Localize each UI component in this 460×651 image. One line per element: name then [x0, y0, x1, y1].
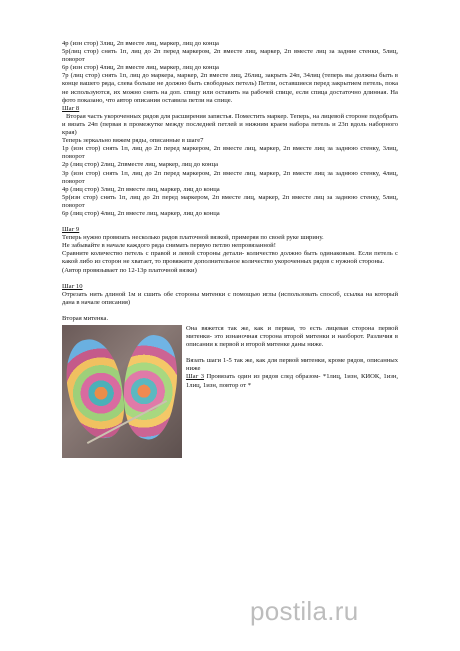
second-step3-text: Провязать один из рядов след образом- *1лиц, 1изн, КИОК, 1изн, 1лиц, 1изн, повтор от *: [186, 373, 399, 389]
row-5: 5р(лиц стор) снять 1п, лиц до 2п перед маркером, 2п вместе лиц, маркер, 2п вместе лиц за задние стенки, 5лиц, поворот: [62, 48, 398, 64]
step8-heading: Шаг 8: [62, 104, 80, 112]
second-step3-heading: Шаг 3: [186, 373, 205, 381]
second-mitten-title: Вторая митенка.: [62, 314, 109, 322]
second-step3: [186, 373, 398, 389]
step8-mirror: Теперь зеркально вяжем ряды, описанные в шаге7: [62, 137, 204, 145]
document-page: [62, 40, 398, 458]
step8-row-2: 2р (лиц стор) 2лиц, 2пвместе лиц, маркер, лиц до конца: [62, 161, 219, 169]
mittens-photo: [62, 325, 182, 458]
postila-logo[interactable]: postila.ru: [250, 596, 359, 626]
row-7: 7р (лиц стор) снять 1п, лиц до маркера, маркер, 2п вместе лиц, 26лиц, закрыть 24п, 34лиц (теперь вы должны быть в конце вашего ряда, слева больше не должно быть свободных петель) Петли, оставшиеся перед закрытием петель, пока не используются, их можно снять на доп. спицу или оставить на рабочей спице, если спица достаточно длинная. На фото показано, что автор описания оставила петли на спице.: [62, 72, 398, 104]
second-mitten-p1: Она вяжется так же, как и первая, то есть лицевая сторона первой митенки- это изнаночная сторона второй митенки и наоборот. Различия в описании к первой и второй митенке даны ниже.: [186, 325, 398, 349]
row-6: 6р (изн стор) 4лиц, 2п вместе лиц, маркер, лиц до конца: [62, 64, 219, 72]
step10-heading: Шаг 10: [62, 282, 83, 290]
step8-row-6: 6р (лиц стор) 4лиц, 2п вместе лиц, маркер, лиц до конца: [62, 209, 220, 217]
step8-row-3: 3р (изн стор) снять 1п, лиц до 2п перед маркером, 2п вместе лиц, маркер, 2п вместе лиц за заднюю стенку, 4лиц, поворот: [62, 169, 398, 185]
step8-row-4: 4р (лиц стор) 3лиц, 2п вместе лиц, маркер, лиц до конца: [62, 185, 220, 193]
second-mitten-p2: Вязать шаги 1-5 так же, как для первой митенки, кроме рядов, описанных ниже: [186, 357, 398, 373]
step8-row-5: 5р(изн стор) снять 1п, лиц до 2п перед маркером, 2п вместе лиц, маркер, 2п вместе лиц за заднюю стенку, 5лиц, поворот: [62, 193, 398, 209]
step8-row-1: 1р (изн стор) снять 1п, лиц до 2п перед маркером, 2п вместе лиц, маркер, 2п вместе лиц за заднюю стенку, 3лиц, поворот: [62, 145, 398, 161]
step9-line-2: Не забывайте в начале каждого ряда снимать первую петлю непровязанной!: [62, 242, 276, 250]
step9-line-3: Сравните количество петель с правой и левой стороны детали- количество должно быть одинаковым. Если петель с какой либо из сторон не хватает, то провяжите дополнительное количество укороченных рядов с нужной стороны.: [62, 250, 398, 266]
mitten-right-image: [115, 331, 182, 442]
second-mitten-section: [62, 325, 398, 458]
step10-text: Отрезать нить длиной 1м и сшить обе стороны митенки с помощью иглы (использовать способ, ссылка на который дана в начале описания): [62, 290, 398, 306]
step9-line-1: Теперь нужно провязать несколько рядов платочной вязкой, примеряя по своей руке ширину.: [62, 234, 324, 242]
row-4: 4р (изн стор) 3лиц, 2п вместе лиц, маркер, лиц до конца: [62, 40, 219, 47]
step9-heading: Шаг 9: [62, 226, 80, 234]
step7-rows: [62, 40, 398, 105]
step8-intro: Вторая часть укороченных рядов для расширения запястья. Поместить маркер. Теперь, на лицевой стороне подобрать и вязать 24п (первая в промежутке между последней петлей и нижним краем набора петель и 23п вдоль наборного края): [62, 112, 398, 137]
second-mitten-text: [182, 325, 398, 458]
step9-line-4: (Автор провязывает по 12-13р платочной вязки): [62, 266, 197, 274]
